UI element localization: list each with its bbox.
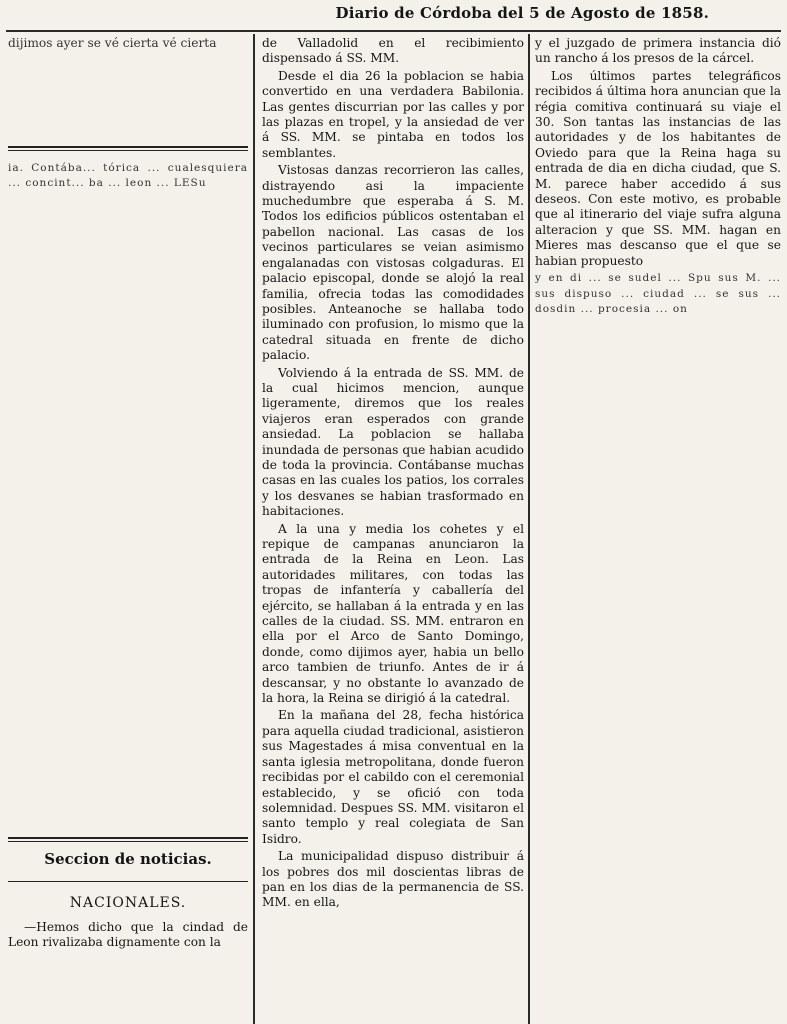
col1-small-rule	[8, 881, 248, 882]
subhead-nacionales: NACIONALES.	[69, 895, 187, 912]
col2-paragraph-7: La municipalidad dispuso distribuir á los pobres dos mil doscientas libras de pan en los dias de la permanencia de SS. MM. en ella,	[262, 849, 524, 910]
masthead: Diario de Córdoba del 5 de Agosto de 1858.	[335, 4, 709, 22]
top-rule	[6, 30, 781, 32]
col1-garbled-text: ia. Contába... tórica ... cualesquiera ... concint... ba ... leon ... LESu	[8, 162, 248, 190]
column-1	[8, 36, 248, 953]
column-3	[535, 36, 781, 961]
col1-rule-top	[8, 146, 248, 151]
column-rule-2	[528, 34, 530, 1024]
col2-paragraph-4: Volviendo á la entrada de SS. MM. de la cual hicimos mencion, aunque ligeramente, diremos que los reales viajeros eran esperados con grande ansiedad. La poblacion se hallaba inundada de personas que habian acudido de toda la provincia. Contábanse muchas casas en las cuales los patios, los corrales y los desvanes se habian trasformado en habitaciones.	[262, 365, 524, 519]
col2-paragraph-2: Desde el dia 26 la poblacion se habia convertido en una verdadera Babilonia. Las gentes discurrian por las calles y por las plazas en tropel, y la ansiedad de ver á SS. MM. se pintaba en todos los semblantes.	[262, 68, 524, 160]
section-title: Seccion de noticias.	[44, 850, 212, 868]
col2-paragraph-5: A la una y media los cohetes y el repique de campanas anunciaron la entrada de la Reina en Leon. Las autoridades militares, con todas las tropas de infantería y caballería del ejército, se hallaban á la entrada y en las calles de la ciudad. SS. MM. entraron en ella por el Arco de Santo Domingo, donde, como dijimos ayer, habia un bello arco tambien de triunfo. Antes de ir á descansar, y no obstante lo avanzado de la hora, la Reina se dirigió á la catedral.	[262, 521, 524, 706]
col3-paragraph-2: Los últimos partes telegráficos recibidos á última hora anuncian que la régia comitiva continuará su viaje el 30. Son tantas las instancias de las autoridades y de los habitantes de Oviedo para que la Reina haga su entrada de dia en dicha ciudad, que S. M. parece haber accedido á sus deseos. Con este motivo, es probable que al itinerario del viaje sufra alguna alteracion y que SS. MM. hagan en Mieres mas descanso que el que se habian propuesto	[535, 68, 781, 268]
column-2	[262, 36, 524, 913]
col2-paragraph-3: Vistosas danzas recorrieron las calles, distrayendo asi la impaciente muchedumbre que esperaba á S. M. Todos los edificios públicos ostentaban el pabellon nacional. Las casas de los vecinos particulares se veian asimismo engalanadas con vistosas colgaduras. El palacio episcopal, donde se alojó la real familia, ofrecia todas las comodidades posibles. Anteanoche se hallaba todo iluminado con profusion, lo mismo que la catedral situada en frente de dicho palacio.	[262, 163, 524, 363]
column-rule-1	[253, 34, 255, 1024]
col3-paragraph-1: y el juzgado de primera instancia dió un rancho á los presos de la cárcel.	[535, 36, 781, 66]
col1-blank-area	[8, 597, 248, 827]
col1-intro-paragraph: —Hemos dicho que la cindad de Leon rivalizaba dignamente con la	[8, 919, 248, 950]
col2-paragraph-1: de Valladolid en el recibimiento dispensado á SS. MM.	[262, 36, 524, 66]
col2-paragraph-6: En la mañana del 28, fecha histórica para aquella ciudad tradicional, asistieron sus Magestades á misa conventual en la santa iglesia metropolitana, donde fueron recibidas por el cabildo con el ceremonial establecido, y se ofició con toda solemnidad. Despues SS. MM. visitaron el santo templo y real colegiata de San Isidro.	[262, 708, 524, 846]
col1-top-fragment: dijimos ayer se vé cierta vé cierta	[8, 36, 217, 50]
col3-garbled-text: y en di ... se sudel ... Spu sus M. ... sus dispuso ... ciudad ... se sus ... dosdin ... procesia ... on	[535, 272, 781, 315]
col1-rule-mid	[8, 837, 248, 842]
